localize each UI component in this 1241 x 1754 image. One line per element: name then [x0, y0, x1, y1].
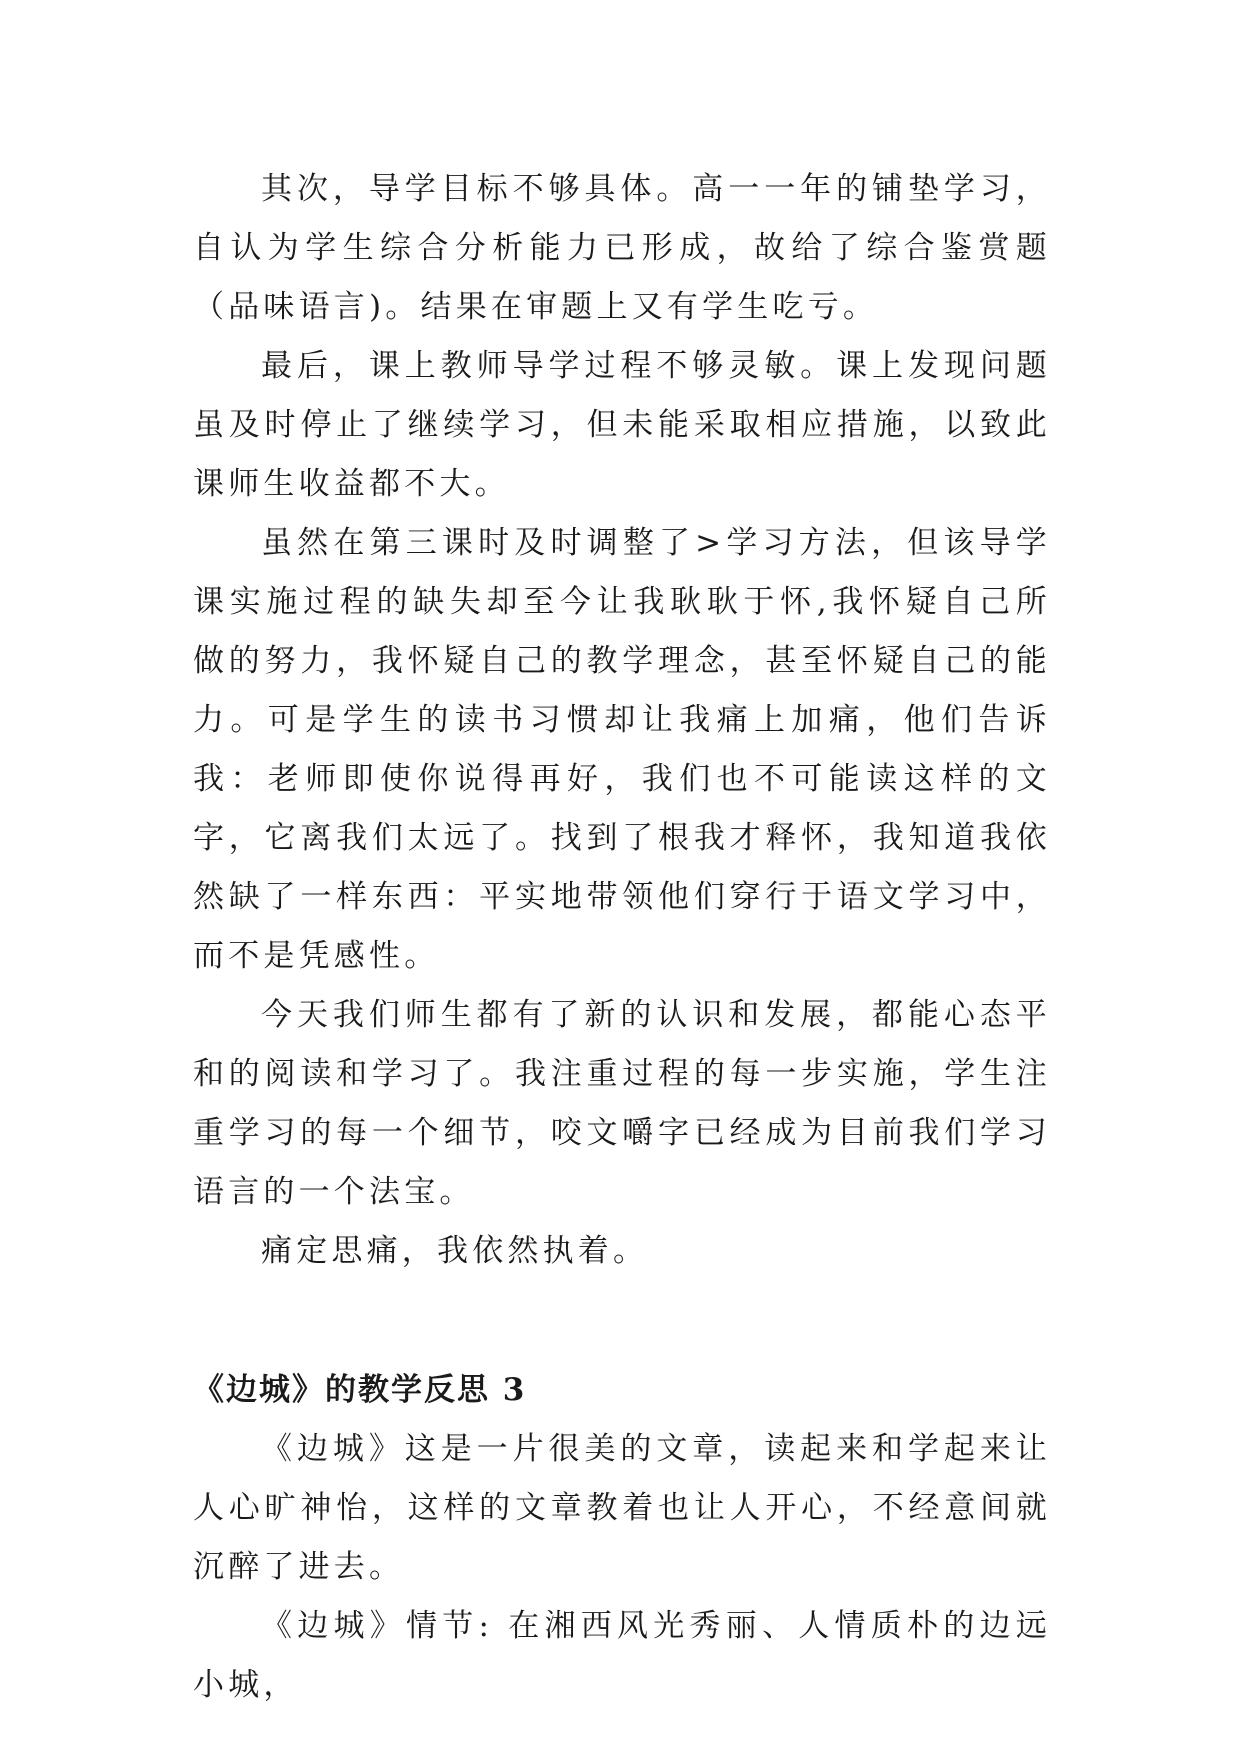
section-title: 《边城》的教学反思 3: [193, 1372, 527, 1408]
paragraph: 最后，课上教师导学过程不够灵敏。课上发现问题虽及时停止了继续学习，但未能采取相应措施，以致此课师生收益都不大。: [193, 348, 1051, 502]
paragraph: 痛定思痛，我依然执着。: [261, 1233, 649, 1269]
paragraph: 虽然在第三课时及时调整了>学习方法，但该导学课实施过程的缺失却至今让我耿耿于怀,我怀疑自己所做的努力，我怀疑自己的教学理念，甚至怀疑自己的能力。可是学生的读书习惯却让我痛上加痛，他们告诉我：老师即使你说得再好，我们也不可能读这样的文字，它离我们太远了。找到了根我才释怀，我知道我依然缺了一样东西：平实地带领他们穿行于语文学习中，而不是凭感性。: [193, 525, 1051, 974]
paragraph: 《边城》情节: 在湘西风光秀丽、人情质朴的边远小城，: [193, 1608, 1051, 1703]
document-body: [193, 160, 1051, 1715]
paragraph: 今天我们师生都有了新的认识和发展，都能心态平和的阅读和学习了。我注重过程的每一步实施，学生注重学习的每一个细节，咬文嚼字已经成为目前我们学习语言的一个法宝。: [193, 997, 1051, 1210]
paragraph: 其次，导学目标不够具体。高一一年的铺垫学习，自认为学生综合分析能力已形成，故给了综合鉴赏题（品味语言)。结果在审题上又有学生吃亏。: [193, 171, 1051, 325]
paragraph: 《边城》这是一片很美的文章，读起来和学起来让人心旷神怡，这样的文章教着也让人开心，不经意间就沉醉了进去。: [193, 1431, 1051, 1585]
